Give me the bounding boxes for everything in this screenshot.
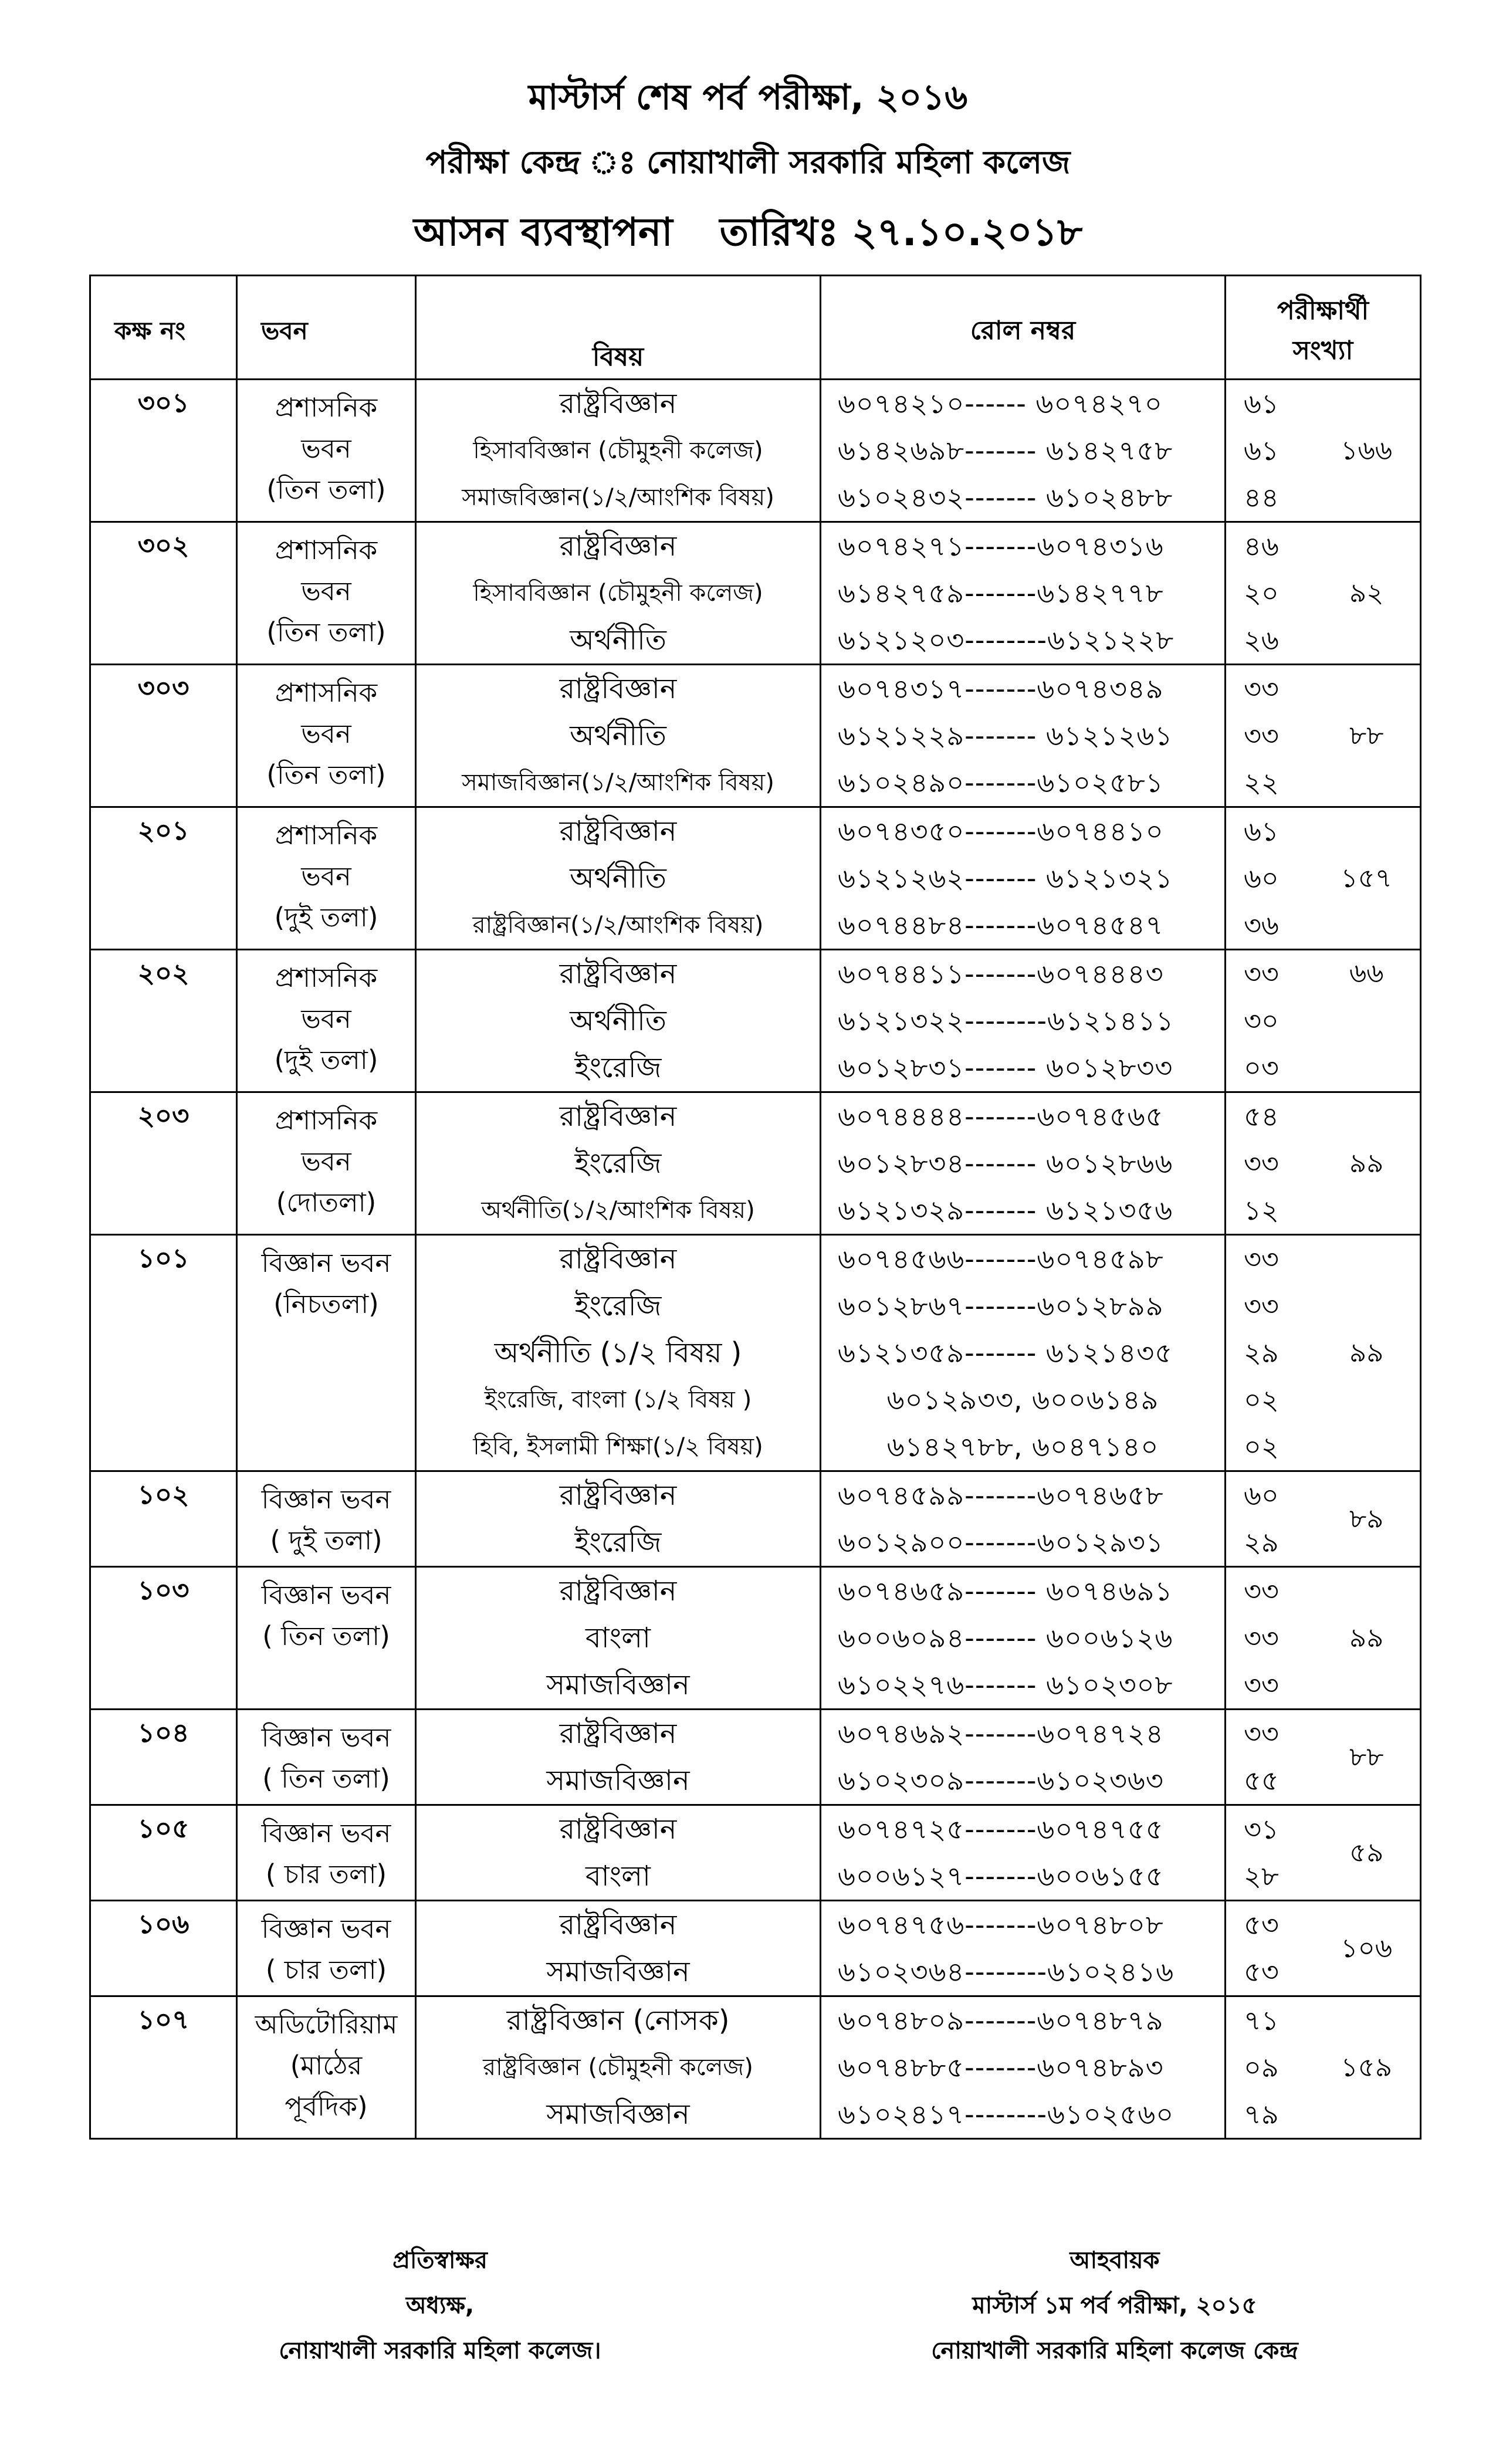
room-number: ২০৩ xyxy=(90,1092,237,1235)
subject-item: ইংরেজি xyxy=(574,1051,662,1084)
building-line: ( চার তলা) xyxy=(265,1858,387,1890)
roll-range: ৬০৭৪৫৯৯-------৬০৭৪৬৫৮ xyxy=(838,1480,1164,1511)
roll-list xyxy=(821,1471,1226,1567)
count-item: ৪৬ xyxy=(1244,530,1279,562)
count-item: ৬১ xyxy=(1244,815,1279,847)
room-number: ১০৫ xyxy=(90,1805,237,1901)
building xyxy=(237,1996,416,2139)
count-item: ৬০ xyxy=(1244,862,1279,894)
subject-item: অর্থনীতি (১/২ বিষয় ) xyxy=(494,1336,742,1369)
roll-range: ৬১২১২৬২------- ৬১২১৩২১ xyxy=(838,862,1173,894)
subject-item: রাষ্ট্রবিজ্ঞান xyxy=(559,1908,677,1941)
building-line: ভবন xyxy=(301,1145,351,1177)
seat-plan-heading xyxy=(0,202,1496,267)
count-item: ৩৩ xyxy=(1244,958,1279,990)
subject-item: বাংলা xyxy=(585,1622,651,1654)
subject-item: সমাজবিজ্ঞান(১/২/আংশিক বিষয়) xyxy=(462,484,774,511)
total-count: ১৬৬ xyxy=(1314,380,1421,522)
roll-list xyxy=(821,1235,1226,1471)
count-item: ৩৩ xyxy=(1244,1148,1279,1179)
total-count: ৮৯ xyxy=(1314,1471,1421,1567)
subject-list xyxy=(416,1710,821,1805)
signature-left-line: প্রতিস্বাক্ষর xyxy=(392,2247,488,2274)
roll-list xyxy=(821,380,1226,522)
roll-range: ৬১৪২৬৯৮------- ৬১৪২৭৫৮ xyxy=(838,435,1173,466)
roll-range: ৬১২১২০৩--------৬১২১২২৮ xyxy=(838,624,1175,656)
room-number: ১০৭ xyxy=(90,1996,237,2139)
count-item: ২৮ xyxy=(1244,1860,1279,1892)
subject-list xyxy=(416,1805,821,1901)
roll-range: ৬১০২৩০৯-------৬১০২৩৬৩ xyxy=(838,1765,1164,1796)
signature-left-line: অধ্যক্ষ, xyxy=(405,2292,475,2319)
count-item: ৭১ xyxy=(1244,2005,1279,2036)
roll-range: ৬০১২৮৩১------- ৬০১২৮৩৩ xyxy=(838,1052,1173,1084)
subject-item: হিসাববিজ্ঞান (চৌমুহনী কলেজ) xyxy=(473,580,763,607)
count-list xyxy=(1226,1805,1314,1901)
table-row xyxy=(90,950,1421,1092)
building xyxy=(237,950,416,1092)
roll-range: ৬১০২৪৯০-------৬১০২৫৮১ xyxy=(838,767,1164,798)
roll-range: ৬০৭৪৬৯২-------৬০৭৪৭২৪ xyxy=(838,1718,1164,1749)
roll-range: ৬০৭৪৮০৯-------৬০৭৪৮৭৯ xyxy=(838,2005,1164,2036)
total-count: ৬৬ xyxy=(1314,950,1421,1092)
subject-item: ইংরেজি, বাংলা (১/২ বিষয় ) xyxy=(484,1386,752,1413)
roll-range: ৬০১২৯৩৩, ৬০০৬১৪৯ xyxy=(886,1384,1159,1416)
subject-item: রাষ্ট্রবিজ্ঞান xyxy=(559,1479,677,1512)
count-item: ৪৪ xyxy=(1244,482,1279,513)
exam-date: তারিখঃ ২৭.১০.২০১৮ xyxy=(719,209,1083,255)
subject-item: অর্থনীতি(১/২/আংশিক বিষয়) xyxy=(481,1197,755,1224)
building xyxy=(237,1092,416,1235)
roll-range: ৬০৭৪২৭১-------৬০৭৪৩১৬ xyxy=(838,530,1164,562)
count-item: ৫৩ xyxy=(1244,1956,1279,1988)
building xyxy=(237,807,416,950)
building-line: প্রশাসনিক xyxy=(275,962,378,993)
count-list xyxy=(1226,807,1314,950)
header-room: কক্ষ নং xyxy=(90,276,237,380)
building-line: প্রশাসনিক xyxy=(275,392,378,423)
building xyxy=(237,1235,416,1471)
subject-item: সমাজবিজ্ঞান xyxy=(546,2098,690,2131)
subject-item: সমাজবিজ্ঞান xyxy=(546,1764,690,1797)
count-list xyxy=(1226,950,1314,1092)
subject-item: রাষ্ট্রবিজ্ঞান xyxy=(559,1100,677,1133)
subject-item: রাষ্ট্রবিজ্ঞান xyxy=(559,1813,677,1846)
subject-list xyxy=(416,1901,821,1996)
subject-list xyxy=(416,1235,821,1471)
count-item: ৬০ xyxy=(1244,1480,1279,1511)
roll-range: ৬০৭৪৬৫৯------- ৬০৭৪৬৯১ xyxy=(838,1575,1173,1607)
table-row xyxy=(90,1805,1421,1901)
building-line: (তিন তলা) xyxy=(266,473,386,505)
roll-range: ৬০০৬০৯৪------- ৬০০৬১২৬ xyxy=(838,1622,1173,1654)
roll-range: ৬০৭৪২১০------ ৬০৭৪২৭০ xyxy=(838,388,1163,419)
count-list xyxy=(1226,1901,1314,1996)
count-item: ৩৩ xyxy=(1244,673,1279,705)
roll-list xyxy=(821,1710,1226,1805)
building-line: ভবন xyxy=(301,1003,351,1034)
building xyxy=(237,1901,416,1996)
table-row xyxy=(90,665,1421,807)
subject-item: হিবি, ইসলামী শিক্ষা(১/২ বিষয়) xyxy=(473,1433,763,1460)
roll-range: ৬০০৬১২৭-------৬০০৬১৫৫ xyxy=(838,1860,1164,1892)
room-number: ৩০১ xyxy=(90,380,237,522)
count-item: ২৬ xyxy=(1244,624,1279,656)
signature-right-line: নোয়াখালী সরকারি মহিলা কলেজ কেন্দ্র xyxy=(931,2337,1298,2364)
table-header-row xyxy=(90,276,1421,380)
roll-range: ৬১০২২৭৬------- ৬১০২৩০৮ xyxy=(838,1669,1173,1701)
count-item: ২০ xyxy=(1244,577,1279,609)
building-line: ভবন xyxy=(301,575,351,607)
subject-item: ইংরেজি xyxy=(574,1526,662,1559)
count-item: ৩০ xyxy=(1244,1005,1279,1037)
building-line: ভবন xyxy=(301,432,351,464)
count-list xyxy=(1226,380,1314,522)
header-building: ভবন xyxy=(237,276,416,380)
roll-range: ৬১২১৩৫৯------- ৬১২১৪৩৫ xyxy=(838,1337,1173,1369)
roll-list xyxy=(821,1805,1226,1901)
count-item: ৩৩ xyxy=(1244,1575,1279,1607)
subject-item: রাষ্ট্রবিজ্ঞান xyxy=(559,387,677,420)
table-row xyxy=(90,1710,1421,1805)
room-number: ৩০২ xyxy=(90,522,237,665)
count-item: ২২ xyxy=(1244,767,1279,798)
building-line: ( তিন তলা) xyxy=(262,1620,390,1651)
building-line: (নিচতলা) xyxy=(273,1288,379,1319)
subject-list xyxy=(416,380,821,522)
count-item: ০২ xyxy=(1244,1431,1279,1463)
building xyxy=(237,1710,416,1805)
subject-item: ইংরেজি xyxy=(574,1147,662,1180)
count-item: ০৩ xyxy=(1244,1052,1279,1084)
count-list xyxy=(1226,1710,1314,1805)
subject-list xyxy=(416,1567,821,1710)
room-number: ১০২ xyxy=(90,1471,237,1567)
roll-list xyxy=(821,665,1226,807)
count-item: ৩৬ xyxy=(1244,909,1279,941)
room-number: ১০৪ xyxy=(90,1710,237,1805)
count-item: ৭৯ xyxy=(1244,2099,1279,2130)
building-line: প্রশাসনিক xyxy=(275,677,378,708)
building-line: বিজ্ঞান ভবন xyxy=(261,1484,391,1515)
subject-item: ইংরেজি xyxy=(574,1289,662,1322)
header-subject: বিষয় xyxy=(416,276,821,380)
header-roll: রোল নম্বর xyxy=(821,276,1226,380)
total-count: ৫৯ xyxy=(1314,1805,1421,1901)
roll-range: ৬১০২৩৬৪--------৬১০২৪১৬ xyxy=(838,1956,1175,1988)
roll-range: ৬১২১২২৯------- ৬১২১২৬১ xyxy=(838,720,1173,752)
building-line: অডিটোরিয়াম xyxy=(255,2009,398,2040)
subject-list xyxy=(416,807,821,950)
building-line: পূর্বদিক) xyxy=(285,2090,368,2122)
building-line: প্রশাসনিক xyxy=(275,1105,378,1136)
count-item: ৩১ xyxy=(1244,1813,1279,1845)
subject-list xyxy=(416,522,821,665)
total-count: ৯৯ xyxy=(1314,1567,1421,1710)
building-line: প্রশাসনিক xyxy=(275,534,378,566)
seat-plan-label: আসন ব্যবস্থাপনা xyxy=(413,209,673,255)
header-count-line2: সংখ্যা xyxy=(1292,336,1353,365)
roll-list xyxy=(821,1901,1226,1996)
subject-item: রাষ্ট্রবিজ্ঞান xyxy=(559,1717,677,1750)
building-line: (দুই তলা) xyxy=(274,901,378,933)
count-item: ২৯ xyxy=(1244,1527,1279,1558)
table-row xyxy=(90,1996,1421,2139)
total-count: ৯৯ xyxy=(1314,1235,1421,1471)
subject-item: রাষ্ট্রবিজ্ঞান (নোসক) xyxy=(506,2004,730,2037)
count-item: ৩৩ xyxy=(1244,1243,1279,1275)
table-row xyxy=(90,380,1421,522)
room-number: ১০৬ xyxy=(90,1901,237,1996)
count-item: ৩৩ xyxy=(1244,1669,1279,1701)
table-row xyxy=(90,1471,1421,1567)
count-list xyxy=(1226,1235,1314,1471)
count-item: ৩৩ xyxy=(1244,720,1279,752)
roll-range: ৬১৪২৭৫৯-------৬১৪২৭৭৮ xyxy=(838,577,1164,609)
subject-item: সমাজবিজ্ঞান xyxy=(546,1668,690,1701)
count-list xyxy=(1226,665,1314,807)
table-row xyxy=(90,1092,1421,1235)
roll-range: ৬০১২৮৬৭-------৬০১২৮৯৯ xyxy=(838,1290,1164,1322)
building-line: ( তিন তলা) xyxy=(262,1762,390,1794)
signature-left-line: নোয়াখালী সরকারি মহিলা কলেজ। xyxy=(279,2337,601,2364)
building-line: ( চার তলা) xyxy=(265,1954,387,1985)
roll-list xyxy=(821,1567,1226,1710)
roll-list xyxy=(821,950,1226,1092)
roll-range: ৬০৭৪৭২৫-------৬০৭৪৭৫৫ xyxy=(838,1813,1164,1845)
subject-item: রাষ্ট্রবিজ্ঞান (চৌমুহনী কলেজ) xyxy=(483,2054,753,2081)
subject-item: বাংলা xyxy=(585,1860,651,1893)
roll-range: ৬০১২৯০০-------৬০১২৯৩১ xyxy=(838,1527,1164,1558)
roll-range: ৬০৭৪৮৮৫-------৬০৭৪৮৯৩ xyxy=(838,2052,1164,2083)
room-number: ১০১ xyxy=(90,1235,237,1471)
count-list xyxy=(1226,1092,1314,1235)
subject-list xyxy=(416,1996,821,2139)
header-count-line1: পরীক্ষার্থী xyxy=(1277,295,1369,326)
subject-item: সমাজবিজ্ঞান xyxy=(546,1955,690,1988)
count-item: ০২ xyxy=(1244,1384,1279,1416)
building-line: (তিন তলা) xyxy=(266,616,386,648)
building-line: বিজ্ঞান ভবন xyxy=(261,1722,391,1753)
exam-center: পরীক্ষা কেন্দ্র ঃ নোয়াখালী সরকারি মহিলা কলেজ xyxy=(425,144,1071,181)
building-line: প্রশাসনিক xyxy=(275,820,378,851)
building-line: ভবন xyxy=(301,860,351,892)
subject-item: অর্থনীতি xyxy=(570,862,666,895)
count-item: ৫৪ xyxy=(1244,1101,1279,1132)
building xyxy=(237,1471,416,1567)
signature-left xyxy=(235,2238,645,2374)
subject-item: অর্থনীতি xyxy=(570,624,666,656)
table-row xyxy=(90,807,1421,950)
building-line: (দোতলা) xyxy=(276,1186,377,1218)
count-list xyxy=(1226,1471,1314,1567)
header-count xyxy=(1226,276,1421,380)
count-list xyxy=(1226,522,1314,665)
room-number: ২০১ xyxy=(90,807,237,950)
total-count: ৯৯ xyxy=(1314,1092,1421,1235)
building-line: বিজ্ঞান ভবন xyxy=(261,1913,391,1944)
roll-range: ৬১২১৩২২--------৬১২১৪১১ xyxy=(838,1005,1175,1037)
subject-list xyxy=(416,1471,821,1567)
count-list xyxy=(1226,1996,1314,2139)
subject-item: অর্থনীতি xyxy=(570,719,666,752)
subject-list xyxy=(416,665,821,807)
total-count: ১৫৯ xyxy=(1314,1996,1421,2139)
roll-range: ৬১২১৩২৯------- ৬১২১৩৫৬ xyxy=(838,1194,1173,1226)
roll-range: ৬০৭৪৩১৭-------৬০৭৪৩৪৯ xyxy=(838,673,1164,705)
building-line: বিজ্ঞান ভবন xyxy=(261,1579,391,1610)
room-number: ১০৩ xyxy=(90,1567,237,1710)
count-item: ৫৫ xyxy=(1244,1765,1279,1796)
roll-range: ৬০৭৪৪৪৪-------৬০৭৪৫৬৫ xyxy=(838,1101,1164,1132)
roll-range: ৬০১২৮৩৪------- ৬০১২৮৬৬ xyxy=(838,1148,1173,1179)
building-line: (দুই তলা) xyxy=(274,1044,378,1075)
building-line: (তিন তলা) xyxy=(266,759,386,790)
room-number: ৩০৩ xyxy=(90,665,237,807)
exam-title: মাস্টার্স শেষ পর্ব পরীক্ষা, ২০১৬ xyxy=(528,77,968,118)
table-row xyxy=(90,1901,1421,1996)
subject-item: রাষ্ট্রবিজ্ঞান xyxy=(559,1575,677,1607)
building xyxy=(237,1805,416,1901)
count-item: ৩৩ xyxy=(1244,1290,1279,1322)
roll-range: ৬০৭৪৭৫৬-------৬০৭৪৮০৮ xyxy=(838,1909,1164,1941)
count-item: ৩৩ xyxy=(1244,1622,1279,1654)
building-line: ভবন xyxy=(301,717,351,749)
count-item: ১২ xyxy=(1244,1194,1279,1226)
subject-list xyxy=(416,950,821,1092)
subject-item: রাষ্ট্রবিজ্ঞান xyxy=(559,672,677,705)
roll-range: ৬১৪২৭৮৮, ৬০৪৭১৪০ xyxy=(886,1431,1159,1463)
subject-item: রাষ্ট্রবিজ্ঞান xyxy=(559,957,677,990)
building xyxy=(237,380,416,522)
signature-right-line: মাস্টার্স ১ম পর্ব পরীক্ষা, ২০১৫ xyxy=(972,2292,1257,2319)
signature-right-line: আহবায়ক xyxy=(1069,2247,1160,2274)
building-line: বিজ্ঞান ভবন xyxy=(261,1247,391,1278)
subject-item: রাষ্ট্রবিজ্ঞান xyxy=(559,1243,677,1275)
subject-item: হিসাববিজ্ঞান (চৌমুহনী কলেজ) xyxy=(473,437,763,464)
total-count: ৯২ xyxy=(1314,522,1421,665)
subject-item: রাষ্ট্রবিজ্ঞান(১/২/আংশিক বিষয়) xyxy=(472,912,764,939)
total-count: ৮৮ xyxy=(1314,665,1421,807)
total-count: ১৫৭ xyxy=(1314,807,1421,950)
subject-item: সমাজবিজ্ঞান(১/২/আংশিক বিষয়) xyxy=(462,769,774,796)
table-row xyxy=(90,1567,1421,1710)
roll-range: ৬০৭৪৩৫০-------৬০৭৪৪১০ xyxy=(838,815,1164,847)
room-number: ২০২ xyxy=(90,950,237,1092)
count-item: ৬১ xyxy=(1244,435,1279,466)
total-count: ১০৬ xyxy=(1314,1901,1421,1996)
subject-list xyxy=(416,1092,821,1235)
subject-item: অর্থনীতি xyxy=(570,1004,666,1037)
count-item: ২৯ xyxy=(1244,1337,1279,1369)
roll-list xyxy=(821,807,1226,950)
building-line: (মাঠের xyxy=(290,2049,363,2081)
roll-range: ৬০৭৪৪৮৪-------৬০৭৪৫৪৭ xyxy=(838,909,1164,941)
building-line: ( দুই তলা) xyxy=(270,1524,383,1556)
building-line: বিজ্ঞান ভবন xyxy=(261,1817,391,1849)
roll-list xyxy=(821,1996,1226,2139)
building xyxy=(237,665,416,807)
total-count: ৮৮ xyxy=(1314,1710,1421,1805)
building xyxy=(237,1567,416,1710)
count-item: ৫৩ xyxy=(1244,1909,1279,1941)
roll-list xyxy=(821,1092,1226,1235)
count-item: ০৯ xyxy=(1244,2052,1279,2083)
subject-item: রাষ্ট্রবিজ্ঞান xyxy=(559,815,677,848)
seat-plan-table xyxy=(89,275,1421,2140)
count-list xyxy=(1226,1567,1314,1710)
table-row xyxy=(90,522,1421,665)
count-item: ৬১ xyxy=(1244,388,1279,419)
roll-range: ৬০৭৪৪১১-------৬০৭৪৪৪৩ xyxy=(838,958,1164,990)
signature-right xyxy=(851,2238,1379,2374)
roll-range: ৬১০২৪৩২------- ৬১০২৪৮৮ xyxy=(838,482,1173,513)
building xyxy=(237,522,416,665)
table-row xyxy=(90,1235,1421,1471)
roll-range: ৬১০২৪১৭--------৬১০২৫৬০ xyxy=(838,2099,1175,2130)
count-item: ৩৩ xyxy=(1244,1718,1279,1749)
subject-item: রাষ্ট্রবিজ্ঞান xyxy=(559,530,677,563)
roll-range: ৬০৭৪৫৬৬-------৬০৭৪৫৯৮ xyxy=(838,1243,1164,1275)
roll-list xyxy=(821,522,1226,665)
